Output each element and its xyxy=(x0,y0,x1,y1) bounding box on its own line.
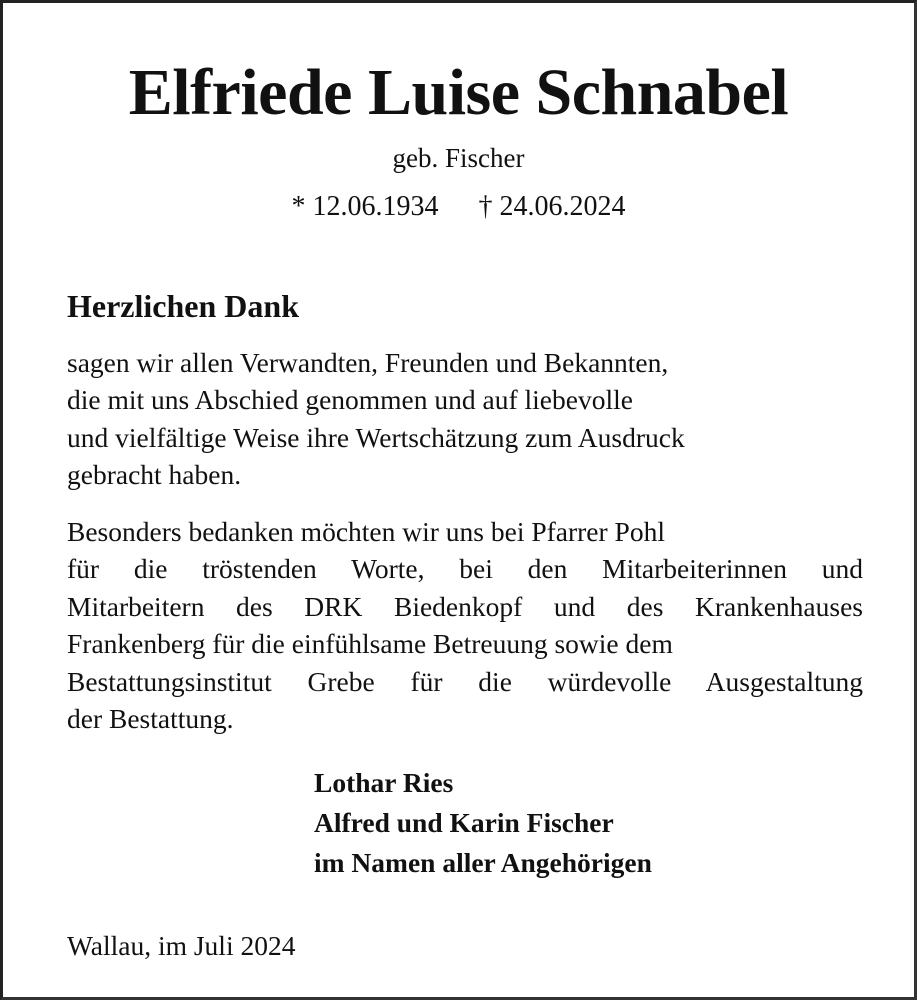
signature-line: Alfred und Karin Fischer xyxy=(314,807,614,838)
text-line: Mitarbeitern des DRK Biedenkopf und des Krankenhauses xyxy=(67,590,863,622)
text-line: die mit uns Abschied genommen und auf liebevolle xyxy=(67,384,633,416)
text-line: Besonders bedanken möchten wir uns bei Pfarrer Pohl xyxy=(67,516,665,547)
thanks-paragraph-1 xyxy=(67,344,863,494)
deceased-name: Elfriede Luise Schnabel xyxy=(128,56,789,129)
text-line: sagen wir allen Verwandten, Freunden und Bekannten, xyxy=(67,347,669,378)
signature-line: im Namen aller Angehörigen xyxy=(314,847,652,878)
text-line: für die tröstenden Worte, bei den Mitarbeiterinnen und xyxy=(67,553,863,585)
birth-date: * 12.06.1934 xyxy=(291,191,439,222)
death-date: † 24.06.2024 xyxy=(478,191,626,222)
text-line: gebracht haben. xyxy=(67,459,242,491)
thanks-paragraph-2 xyxy=(67,513,863,737)
thanks-heading: Herzlichen Dank xyxy=(67,288,299,324)
text-line: und vielfältige Weise ihre Wertschätzung zum Ausdruck xyxy=(67,421,685,453)
text-line: der Bestattung. xyxy=(67,703,234,735)
text-line: Bestattungsinstitut Grebe für die würdevolle Ausgestaltung xyxy=(67,665,863,697)
life-dates xyxy=(3,189,914,225)
maiden-name: geb. Fischer xyxy=(392,143,525,173)
signature-line: Lothar Ries xyxy=(314,767,454,798)
signature-block xyxy=(314,763,652,883)
text-line: Frankenberg für die einfühlsame Betreuung sowie dem xyxy=(67,628,673,660)
place-and-date: Wallau, im Juli 2024 xyxy=(67,930,296,961)
